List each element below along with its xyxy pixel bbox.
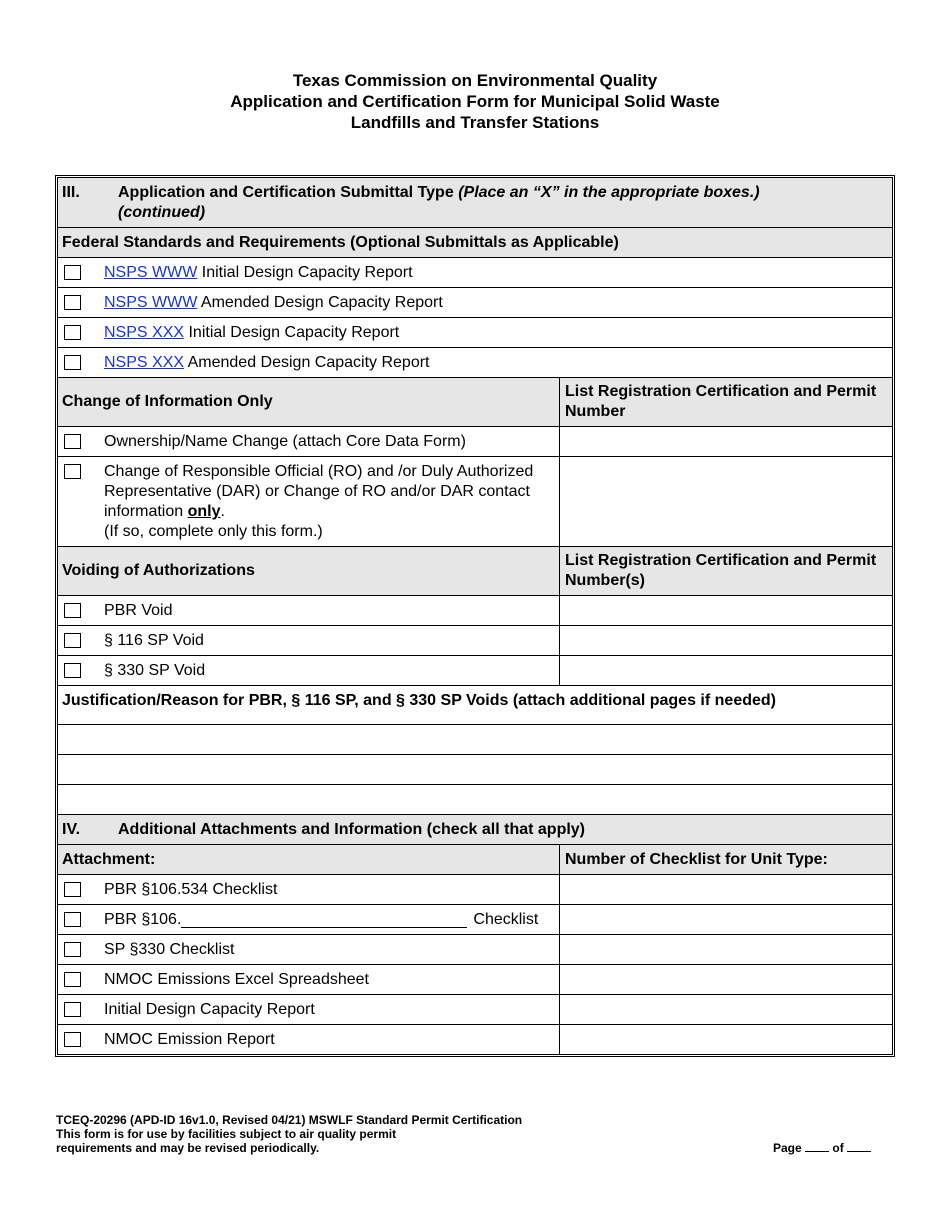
nsps-xxx-link[interactable]: NSPS XXX [104, 353, 185, 371]
checkbox-116-sp-void[interactable] [64, 633, 81, 648]
section-4-heading [58, 815, 892, 845]
permit-number-field[interactable] [560, 427, 892, 456]
form-title-line2: Landfills and Transfer Stations [350, 113, 600, 132]
nsps-xxx-link[interactable]: NSPS XXX [104, 323, 185, 341]
checkbox-row: Change of Responsible Official (RO) and /or Duly Authorized Representative (DAR) or Change of RO and/or DAR contact information only. (If so, complete only this form.) [58, 457, 892, 547]
option-label: PBR Void [104, 601, 173, 619]
checklist-number-field[interactable] [560, 995, 892, 1024]
option-label: Amended Design Capacity Report [184, 353, 430, 371]
checkbox-row [58, 318, 892, 348]
attachment-heading-row [58, 845, 892, 875]
voiding-right-heading: List Registration Certification and Permit Number(s) [565, 552, 877, 589]
federal-heading: Federal Standards and Requirements (Optional Submittals as Applicable) [62, 233, 619, 251]
checkbox-row [58, 1025, 892, 1054]
option-label: SP §330 Checklist [104, 940, 235, 958]
change-info-right-heading: List Registration Certification and Permit Number [565, 383, 877, 420]
checkbox-row [58, 656, 892, 686]
checklist-number-heading: Number of Checklist for Unit Type: [565, 850, 828, 868]
section-3-number: III. [62, 184, 80, 201]
checkbox-row [58, 965, 892, 995]
checkbox-initial-design-capacity[interactable] [64, 1002, 81, 1017]
checkbox-sp-330[interactable] [64, 942, 81, 957]
option-label-suffix: Checklist [473, 910, 539, 928]
change-info-heading-row [58, 378, 892, 427]
nsps-www-link[interactable]: NSPS WWW [104, 263, 198, 281]
option-label: Ownership/Name Change (attach Core Data Form) [104, 432, 466, 450]
form-header [0, 70, 950, 133]
form-table [55, 175, 895, 1057]
attachment-heading: Attachment: [58, 845, 560, 874]
checkbox-nsps-www-initial[interactable] [64, 265, 81, 280]
checkbox-nmoc-emission-report[interactable] [64, 1032, 81, 1047]
checkbox-row [58, 258, 892, 288]
change-info-heading: Change of Information Only [58, 378, 560, 426]
section-3-continued: (continued) [118, 204, 206, 221]
checkbox-row [58, 596, 892, 626]
option-label: § 330 SP Void [104, 661, 206, 679]
pbr-section-input[interactable] [181, 911, 467, 928]
justification-heading-row [58, 686, 892, 725]
footer-note-2: requirements and may be revised periodically. [56, 1141, 320, 1155]
checkbox-ownership-change[interactable] [64, 434, 81, 449]
permit-number-field[interactable] [560, 596, 892, 625]
section-4-number: IV. [62, 820, 81, 838]
federal-heading-row [58, 228, 892, 258]
checkbox-nsps-www-amended[interactable] [64, 295, 81, 310]
section-3-heading [58, 178, 892, 228]
emphasis-only: only [187, 503, 221, 520]
option-label: Initial Design Capacity Report [184, 323, 400, 341]
checkbox-nsps-xxx-initial[interactable] [64, 325, 81, 340]
checkbox-nmoc-excel[interactable] [64, 972, 81, 987]
checklist-number-field[interactable] [560, 1025, 892, 1054]
form-footer [56, 1113, 522, 1155]
option-label: PBR §106.534 Checklist [104, 880, 278, 898]
voiding-heading-row [58, 547, 892, 596]
option-label: Change of Responsible Official (RO) and /or Duly Authorized Representative (DAR) or Change of RO and/or DAR contact information [104, 463, 534, 520]
checklist-number-field[interactable] [560, 875, 892, 904]
option-label: Initial Design Capacity Report [197, 263, 413, 281]
form-title-line1: Application and Certification Form for Municipal Solid Waste [230, 92, 720, 111]
nsps-www-link[interactable]: NSPS WWW [104, 293, 198, 311]
justification-line[interactable] [58, 755, 892, 785]
option-label: Initial Design Capacity Report [104, 1000, 315, 1018]
checkbox-330-sp-void[interactable] [64, 663, 81, 678]
footer-note-1: This form is for use by facilities subject to air quality permit [56, 1127, 397, 1141]
checkbox-pbr-106-534[interactable] [64, 882, 81, 897]
checkbox-row [58, 626, 892, 656]
permit-number-field[interactable] [560, 457, 892, 546]
voiding-heading: Voiding of Authorizations [58, 547, 560, 595]
agency-title: Texas Commission on Environmental Quality [292, 71, 658, 90]
checkbox-nsps-xxx-amended[interactable] [64, 355, 81, 370]
option-label: PBR §106. [104, 910, 182, 928]
justification-line[interactable] [58, 785, 892, 815]
checkbox-row [58, 348, 892, 378]
justification-heading: Justification/Reason for PBR, § 116 SP, and § 330 SP Voids (attach additional pages if needed) [62, 692, 776, 709]
page-number: Page of [773, 1141, 871, 1155]
section-3-instruction: (Place an “X” in the appropriate boxes.) [458, 184, 760, 201]
checkbox-row [58, 875, 892, 905]
justification-line[interactable] [58, 725, 892, 755]
checkbox-row [58, 288, 892, 318]
checkbox-row [58, 427, 892, 457]
section-3-title: Application and Certification Submittal Type [118, 184, 454, 201]
option-note: (If so, complete only this form.) [104, 523, 323, 540]
option-label: NMOC Emissions Excel Spreadsheet [104, 970, 369, 988]
page-number-blank[interactable] [805, 1141, 829, 1152]
checkbox-row [58, 905, 892, 935]
page-total-blank[interactable] [847, 1141, 871, 1152]
checkbox-pbr-void[interactable] [64, 603, 81, 618]
option-label: NMOC Emission Report [104, 1030, 275, 1048]
option-label: § 116 SP Void [104, 631, 204, 649]
form-id: TCEQ-20296 (APD-ID 16v1.0, Revised 04/21) MSWLF Standard Permit Certification [56, 1113, 523, 1127]
permit-number-field[interactable] [560, 626, 892, 655]
checkbox-row [58, 995, 892, 1025]
checklist-number-field[interactable] [560, 935, 892, 964]
option-label: Amended Design Capacity Report [197, 293, 443, 311]
checkbox-pbr-106-other[interactable] [64, 912, 81, 927]
checkbox-row [58, 935, 892, 965]
checkbox-ro-dar-change[interactable] [64, 464, 81, 479]
checklist-number-field[interactable] [560, 905, 892, 934]
checklist-number-field[interactable] [560, 965, 892, 994]
section-4-title: Additional Attachments and Information (check all that apply) [118, 820, 586, 838]
permit-number-field[interactable] [560, 656, 892, 685]
